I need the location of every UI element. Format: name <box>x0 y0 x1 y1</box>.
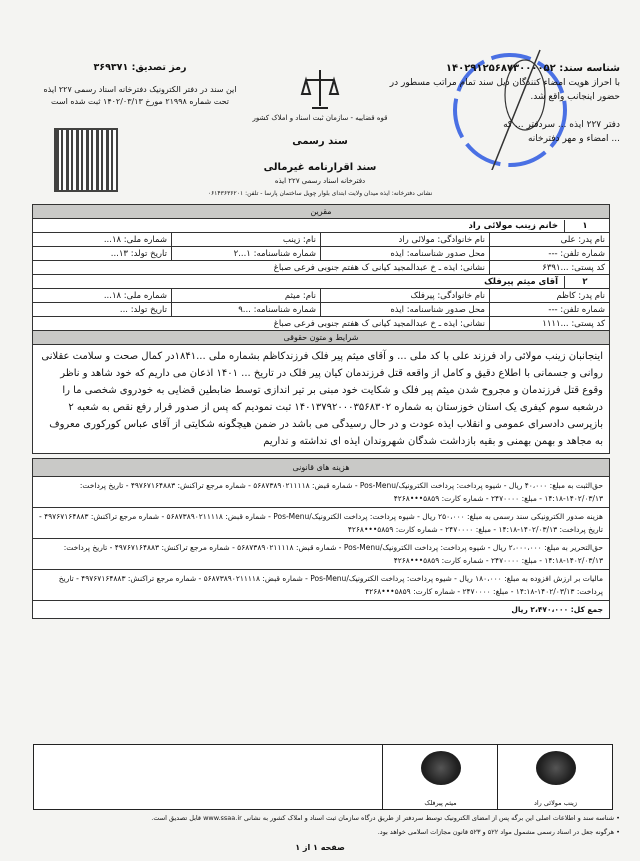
national-id: شماره ملی: ۱۸... <box>33 289 172 303</box>
first-name: نام: میثم <box>172 289 321 303</box>
fees-table <box>32 458 610 619</box>
signer-1-name: زینب مولائی راد <box>533 799 578 807</box>
fee-row <box>33 477 610 508</box>
signer-1-cell <box>497 745 613 809</box>
fee-row <box>33 508 610 539</box>
party-index: ۲ <box>564 276 605 288</box>
fingerprint-icon <box>536 751 576 785</box>
terms-section-title: شرایط و متون حقوقی <box>33 331 610 345</box>
notary-note-2: ... امضاء و مهر دفترخانه <box>527 134 620 144</box>
father-name: نام پدر: علی <box>490 233 610 247</box>
registration-text: این سند در دفتر الکترونیک دفترخانه اسناد رسمی ۲۲۷ ایذه تحت شماره ۲۱۹۹۸ مورخ ۱۴۰۲/۰۳/۱۳ ثبت شده است <box>43 85 237 106</box>
footer-note-2: • هرگونه جعل در اسناد رسمی مشمول مواد ۵۲۲ و ۵۲۳ قانون مجازات اسلامی خواهد بود. <box>377 828 620 836</box>
identity-text: با احراز هویت امضاء کنندگان ذیل سند تمام مراتب مسطور در حضور اینجانب واقع شد. <box>389 78 620 102</box>
office-address: نشانی دفترخانه: ایذه میدان ولایت ابتدای بلوار چویل ساختمان پارسا - تلفن: ۰۶۱۴۳۶۳۶۲۰۱ <box>207 190 433 197</box>
table-row <box>33 247 610 261</box>
page-number: صفحه ۱ از ۱ <box>295 843 345 852</box>
issue-place: محل صدور شناسنامه: ایذه <box>321 303 490 317</box>
address: نشانی: ایذه ـ خ عبدالمجید کیانی ک هفتم جنوبی فرعی صباغ <box>33 317 490 331</box>
birth-date: تاریخ تولد: ۱۳... <box>33 247 172 261</box>
fee-total-row <box>33 601 610 619</box>
fee-item: هزینه صدور الکترونیکی سند رسمی به مبلغ: ۲۵۰،۰۰۰ ریال - شیوه پرداخت: پرداخت الکترونیک/Pos-Menu - شماره قبض: ۵۶۸۷۳۸۹۰۲۱۱۱۱۸ - شماره مرجع تراکنش: ۴۹۷۶۷۱۶۴۸۸۳ - تاریخ پرداخت: ۱۴۰۲/۰۳/۱۳-۱۴:۱۸ - مبلغ: ۲۴۷۰۰۰۰ - شماره کارت: ۵۸۵۹•••۴۲۶۸ <box>33 508 610 539</box>
signer-2-name: میثم پیرفلک <box>424 799 457 807</box>
parties-table <box>32 204 610 345</box>
document-header-right <box>370 62 620 146</box>
judiciary-emblem-icon <box>300 66 340 114</box>
parties-section-title: مقرین <box>33 205 610 219</box>
national-id: شماره ملی: ۱۸... <box>33 233 172 247</box>
postal-code: کد پستی: ...۶۳۹۱ <box>490 261 610 275</box>
notary-note: دفتر ۲۲۷ ایذه ... سردفتر ... که <box>503 120 620 130</box>
doc-type: سند رسمی <box>292 136 348 147</box>
signature-box <box>33 744 613 810</box>
fee-row <box>33 539 610 570</box>
id-number: شماره شناسنامه: ۱...۲ <box>172 247 321 261</box>
document-header-left <box>40 62 240 108</box>
party-name: آقای میثم پیرفلک <box>484 276 558 287</box>
fee-row <box>33 570 610 601</box>
signer-2-cell <box>382 745 498 809</box>
last-name: نام خانوادگی: مولائی راد <box>321 233 490 247</box>
birth-date: تاریخ تولد: ... <box>33 303 172 317</box>
id-number: شماره شناسنامه: ...۹ <box>172 303 321 317</box>
doc-title: سند اقرارنامه غیرمالی <box>263 162 377 173</box>
issue-place: محل صدور شناسنامه: ایذه <box>321 247 490 261</box>
doc-id-label: شناسه سند: <box>559 63 620 74</box>
fee-item: حق‌التحریر به مبلغ: ۲،۰۰۰،۰۰۰ ریال - شیوه پرداخت: پرداخت الکترونیک/Pos-Menu - شماره قبض: ۵۶۸۷۳۸۹۰۲۱۱۱۱۸ - شماره مرجع تراکنش: ۴۹۷۶۷۱۶۴۸۸۳ - تاریخ پرداخت: ۱۴۰۲/۰۳/۱۳-۱۴:۱۸ - مبلغ: ۲۴۷۰۰۰۰ - شماره کارت: ۵۸۵۹•••۴۲۶۸ <box>33 539 610 570</box>
fingerprint-icon <box>421 751 461 785</box>
org-name: قوه قضاییه - سازمان ثبت اسناد و املاک کشور <box>252 114 388 122</box>
table-row <box>33 289 610 303</box>
party-index: ۱ <box>564 220 605 232</box>
address: نشانی: ایذه ـ خ عبدالمجید کیانی ک هفتم جنوبی فرعی صباغ <box>33 261 490 275</box>
first-name: نام: زینب <box>172 233 321 247</box>
table-row <box>33 303 610 317</box>
father-name: نام پدر: کاظم <box>490 289 610 303</box>
verify-code-label: رمز تصدیق: <box>131 62 187 73</box>
table-row <box>33 233 610 247</box>
qr-code <box>56 130 116 190</box>
fees-section-title: هزینه های قانونی <box>33 459 610 477</box>
last-name: نام خانوادگی: پیرفلک <box>321 289 490 303</box>
fee-total: جمع کل: ۲،۴۷۰،۰۰۰ ریال <box>33 601 610 619</box>
party-row-title <box>33 219 610 233</box>
phone: شماره تلفن: --- <box>490 247 610 261</box>
postal-code: کد پستی: ...۱۱۱۱ <box>490 317 610 331</box>
party-row-title <box>33 275 610 289</box>
phone: شماره تلفن: --- <box>490 303 610 317</box>
verify-code: ۳۶۹۳۷۱ <box>93 62 129 73</box>
table-row <box>33 261 610 275</box>
fee-item: حق‌الثبت به مبلغ: ۴۰،۰۰۰ ریال - شیوه پرداخت: پرداخت الکترونیک/Pos-Menu - شماره قبض: ۵۶۸۷۳۸۹۰۲۱۱۱۱۸ - شماره مرجع تراکنش: ۴۹۷۶۷۱۶۴۸۸۳ - تاریخ پرداخت: ۱۴۰۲/۰۳/۱۳-۱۴:۱۸ - مبلغ: ۲۴۷۰۰۰۰ - شماره کارت: ۵۸۵۹•••۴۲۶۸ <box>33 477 610 508</box>
footer-note-1: • شناسه سند و اطلاعات اصلی این برگه پس از امضای الکترونیک توسط سردفتر از طریق درگاه سازمان ثبت اسناد و املاک کشور به نشانی www.ssaa.ir قابل تصدیق است. <box>151 814 620 822</box>
doc-id: ۱۴۰۲۹۱۲۵۶۸۷۳۰۰۰۰۵۲ <box>445 63 556 74</box>
office-name: دفترخانه اسناد رسمی ۲۲۷ ایذه <box>274 177 366 185</box>
table-row <box>33 317 610 331</box>
party-name: خانم زینب مولائی راد <box>468 220 558 231</box>
document-body <box>32 204 610 619</box>
fee-item: مالیات بر ارزش افزوده به مبلغ: ۱۸۰،۰۰۰ ریال - شیوه پرداخت: پرداخت الکترونیک/Pos-Menu - شماره قبض: ۵۶۸۷۳۸۹۰۲۱۱۱۱۸ - شماره مرجع تراکنش: ۴۹۷۶۷۱۶۴۸۸۳ - تاریخ پرداخت: ۱۴۰۲/۰۳/۱۳-۱۴:۱۸ - مبلغ: ۲۴۷۰۰۰۰ - شماره کارت: ۵۸۵۹•••۴۲۶۸ <box>33 570 610 601</box>
terms-text: اینجانبان زینب مولائی راد فرزند علی با کد ملی ... و آقای میثم پیر فلک فرزندکاظم بشماره ملی ...۱۸۴۱در کمال صحت و سلامت عقلانی روانی و جسمانی با اطلاع دقیق و کامل از واقعه قتل فرزندمان کیان پیر فلک در تاریخ ... ۱۴۰۱ اذعان می داریم که خود شاهد و ناظر وقوع قتل فرزندمان و مجروح شدن میثم پیر فلک و شکایت خود مبنی بر تیر اندازی توسط ضابطین قضایی به خودروی شخصی ما را درشعبه سوم کیفری یک استان خوزستان به شماره ۱۴۰۱۳۷۹۲۰۰۰۳۵۶۸۳۰۲ ثبت نمودیم که پس از صدور قرار رفع نقص به شعبه ۲ بازپرسی دادسرای عمومی و انقلاب ایذه عودت و در حال رسیدگی می باشد در ضمن هیچگونه شکایتی از آقای عباس کورکوری معروف به مجاهد و بهمن بهمنی و بقیه بازداشت شدگان شهروندان ایذه ای نداشته و نداریم <box>32 345 610 454</box>
